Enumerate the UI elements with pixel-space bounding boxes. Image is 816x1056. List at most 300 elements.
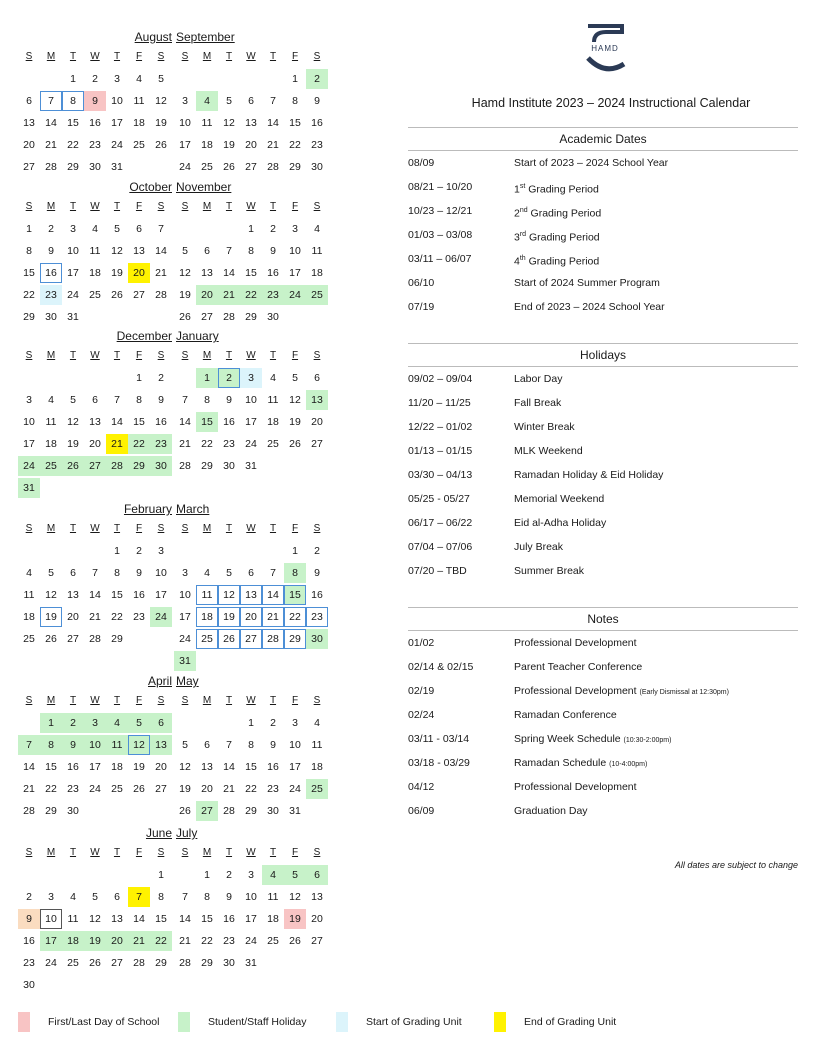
empty-day: [18, 541, 40, 561]
weekday-header: S: [157, 201, 165, 212]
month-title: February: [123, 502, 172, 516]
weekday-header: T: [113, 350, 121, 361]
calendar-day: 10: [40, 909, 62, 929]
month-grid: [18, 842, 172, 996]
weekday-header: F: [291, 847, 299, 858]
calendar-day: 22: [111, 611, 123, 623]
calendar-day: 29: [201, 957, 213, 969]
empty-day: [84, 541, 106, 561]
event-description: Fall Break: [514, 397, 562, 409]
empty-day: [262, 69, 284, 89]
calendar-day: 31: [18, 478, 40, 498]
calendar-day: 12: [111, 245, 123, 257]
empty-day: [84, 368, 106, 388]
calendar-day: 9: [314, 567, 320, 579]
weekday-header: T: [225, 51, 233, 62]
calendar-day: 9: [226, 394, 232, 406]
legend-item: [336, 1012, 462, 1032]
empty-day: [196, 541, 218, 561]
calendar-day: 19: [289, 416, 301, 428]
calendar-day: 29: [23, 311, 35, 323]
calendar-day: 18: [62, 931, 84, 951]
weekday-header: S: [25, 201, 33, 212]
calendar-day: 1: [158, 869, 164, 881]
calendar-day: 19: [111, 267, 123, 279]
calendar-day: 3: [70, 223, 76, 235]
calendar-day: 18: [201, 139, 213, 151]
calendar-day: 22: [201, 438, 213, 450]
calendar-day: 5: [226, 95, 232, 107]
calendar-day: 24: [89, 783, 101, 795]
date-range: 03/30 – 04/13: [408, 469, 473, 481]
calendar-day: 10: [289, 739, 301, 751]
weekday-header: F: [291, 695, 299, 706]
academic-row: [408, 175, 798, 199]
calendar-day: 25: [267, 935, 279, 947]
calendar-day: 17: [67, 267, 79, 279]
date-range: 07/20 – TBD: [408, 565, 467, 577]
calendar-day: 12: [289, 891, 301, 903]
calendar-day: 5: [182, 245, 188, 257]
calendar-day: 23: [150, 434, 172, 454]
calendar-day: 24: [179, 633, 191, 645]
calendar-day: 15: [133, 416, 145, 428]
weekday-header: F: [135, 350, 143, 361]
notes-row: [408, 727, 798, 751]
date-range: 03/11 - 03/14: [408, 733, 470, 745]
calendar-day: 10: [245, 394, 257, 406]
weekday-header: W: [90, 350, 100, 361]
month-title: September: [176, 30, 235, 44]
calendar-day: 8: [204, 394, 210, 406]
calendar-day: 2: [270, 223, 276, 235]
calendar-day: 30: [45, 311, 57, 323]
calendar-day: 25: [89, 289, 101, 301]
calendar-day: 30: [311, 161, 323, 173]
ordinal-suffix: th: [519, 255, 526, 262]
calendar-day: 21: [155, 267, 167, 279]
calendar-day: 10: [289, 245, 301, 257]
calendar-day: 1: [204, 869, 210, 881]
calendar-day: 26: [133, 783, 145, 795]
calendar-day: 15: [196, 412, 218, 432]
empty-day: [240, 69, 262, 89]
notes-section: [408, 607, 798, 823]
calendar-day: 4: [196, 91, 218, 111]
calendar-day: 27: [311, 438, 323, 450]
date-range: 09/02 – 09/04: [408, 373, 473, 385]
month-title: November: [176, 180, 232, 194]
calendar-day: 21: [179, 935, 191, 947]
calendar-day: 28: [223, 805, 235, 817]
calendar-day: 27: [155, 783, 167, 795]
calendar-day: 21: [218, 285, 240, 305]
calendar-day: 22: [240, 285, 262, 305]
date-range: 07/19: [408, 301, 435, 313]
month-grid: [174, 518, 328, 672]
month-title: May: [176, 674, 199, 688]
notes-row: [408, 775, 798, 799]
event-description: Professional Development: [514, 637, 637, 649]
event-description: Eid al-Adha Holiday: [514, 517, 607, 529]
calendar-day: 5: [48, 567, 54, 579]
calendar-day: 4: [92, 223, 98, 235]
calendar-day: 3: [26, 394, 32, 406]
weekday-header: T: [269, 51, 277, 62]
event-description: 2nd Grading Period: [514, 207, 602, 220]
calendar-day: 22: [128, 434, 150, 454]
calendar-day: 20: [23, 139, 35, 151]
calendar-day: 1: [248, 717, 254, 729]
calendar-day: 18: [23, 611, 35, 623]
calendar-day: 22: [23, 289, 35, 301]
event-description: Ramadan Conference: [514, 709, 617, 721]
calendar-day: 10: [23, 416, 35, 428]
calendar-day: 5: [92, 891, 98, 903]
empty-day: [18, 865, 40, 885]
weekday-header: W: [246, 523, 256, 534]
calendar-day: 7: [92, 567, 98, 579]
weekday-header: W: [246, 847, 256, 858]
empty-day: [40, 69, 62, 89]
calendar-day: 23: [267, 783, 279, 795]
legend-swatch: [178, 1012, 190, 1032]
weekday-header: M: [202, 847, 212, 858]
calendar-day: 22: [245, 783, 257, 795]
holidays-list: [408, 367, 798, 583]
calendar-day: 14: [223, 267, 235, 279]
calendar-day: 8: [158, 891, 164, 903]
calendar-day: 11: [267, 891, 279, 903]
empty-day: [218, 69, 240, 89]
date-range: 08/21 – 10/20: [408, 181, 473, 193]
date-range: 12/22 – 01/02: [408, 421, 473, 433]
calendar-day: 20: [311, 913, 323, 925]
weekday-header: S: [181, 201, 189, 212]
calendar-day: 6: [248, 567, 254, 579]
calendar-day: 27: [23, 161, 35, 173]
calendar-day: 3: [240, 368, 262, 388]
calendar-day: 28: [262, 629, 284, 649]
calendar-day: 4: [314, 717, 320, 729]
empty-day: [62, 368, 84, 388]
calendar-day: 2: [26, 891, 32, 903]
weekday-header: T: [113, 201, 121, 212]
calendar-day: 2: [226, 869, 232, 881]
calendar-day: 11: [89, 245, 101, 257]
weekday-header: F: [291, 201, 299, 212]
date-range: 02/24: [408, 709, 435, 721]
svg-text:HAMD: HAMD: [591, 44, 619, 53]
weekday-header: T: [69, 847, 77, 858]
calendar-day: 9: [48, 245, 54, 257]
calendar-day: 6: [26, 95, 32, 107]
weekday-header: T: [113, 51, 121, 62]
event-description: July Break: [514, 541, 564, 553]
event-note: (10-4:00pm): [609, 761, 648, 768]
calendar-day: 7: [158, 223, 164, 235]
calendar-day: 25: [67, 957, 79, 969]
weekday-header: M: [202, 523, 212, 534]
date-range: 07/04 – 07/06: [408, 541, 473, 553]
calendar-day: 9: [270, 245, 276, 257]
weekday-header: M: [202, 201, 212, 212]
calendar-day: 7: [18, 735, 40, 755]
calendar-day: 20: [67, 611, 79, 623]
calendar-day: 19: [133, 761, 145, 773]
calendar-day: 23: [23, 957, 35, 969]
calendar-day: 8: [26, 245, 32, 257]
calendar-day: 25: [111, 783, 123, 795]
empty-day: [174, 713, 196, 733]
calendar-day: 2: [218, 368, 240, 388]
calendar-day: 19: [155, 117, 167, 129]
calendar-day: 13: [201, 761, 213, 773]
legend-label: End of Grading Unit: [524, 1016, 617, 1028]
calendar-day: 2: [306, 69, 328, 89]
month-grid: [174, 46, 328, 178]
calendar-day: 24: [45, 957, 57, 969]
calendar-day: 2: [314, 545, 320, 557]
weekday-header: T: [269, 695, 277, 706]
calendar-day: 25: [306, 285, 328, 305]
academic-dates-list: [408, 151, 798, 319]
calendar-day: 7: [226, 245, 232, 257]
calendar-day: 20: [245, 139, 257, 151]
weekday-header: S: [25, 695, 33, 706]
calendar-day: 20: [196, 285, 218, 305]
calendar-day: 29: [45, 805, 57, 817]
ordinal-suffix: st: [519, 183, 526, 190]
calendar-day: 14: [89, 589, 101, 601]
weekday-header: M: [46, 695, 56, 706]
calendar-day: 4: [204, 567, 210, 579]
academic-dates-heading: Academic Dates: [408, 127, 798, 151]
calendar-day: 10: [67, 245, 79, 257]
calendar-day: 28: [179, 460, 191, 472]
event-description: 1st Grading Period: [514, 183, 599, 196]
calendar-day: 7: [182, 891, 188, 903]
weekday-header: F: [135, 695, 143, 706]
calendar-day: 8: [204, 891, 210, 903]
calendar-day: 23: [40, 285, 62, 305]
weekday-header: S: [313, 51, 321, 62]
calendar-day: 28: [89, 633, 101, 645]
event-description: Labor Day: [514, 373, 563, 385]
empty-day: [40, 865, 62, 885]
calendar-day: 17: [111, 117, 123, 129]
month-title: April: [147, 674, 172, 688]
calendar-day: 29: [67, 161, 79, 173]
calendar-day: 2: [48, 223, 54, 235]
calendar-day: 18: [111, 761, 123, 773]
event-description: Summer Break: [514, 565, 585, 577]
calendar-day: 3: [114, 73, 120, 85]
calendar-day: 7: [128, 887, 150, 907]
notes-row: [408, 631, 798, 655]
calendar-day: 13: [245, 117, 257, 129]
weekday-header: W: [246, 201, 256, 212]
weekday-header: T: [225, 523, 233, 534]
calendar-day: 2: [136, 545, 142, 557]
calendar-day: 3: [292, 717, 298, 729]
calendar-day: 9: [226, 891, 232, 903]
calendar-day: 14: [179, 416, 191, 428]
calendar-day: 1: [70, 73, 76, 85]
calendar-day: 1: [136, 372, 142, 384]
calendar-day: 27: [240, 629, 262, 649]
calendar-day: 30: [67, 805, 79, 817]
empty-day: [174, 541, 196, 561]
calendar-day: 25: [133, 139, 145, 151]
calendar-day: 15: [245, 761, 257, 773]
notes-row: [408, 655, 798, 679]
calendar-day: 14: [267, 117, 279, 129]
calendar-day: 24: [18, 456, 40, 476]
calendar-day: 29: [111, 633, 123, 645]
calendar-day: 13: [306, 390, 328, 410]
calendar-day: 6: [204, 739, 210, 751]
calendar-day: 25: [196, 629, 218, 649]
holidays-row: [408, 367, 798, 391]
calendar-day: 8: [136, 394, 142, 406]
calendar-day: 4: [26, 567, 32, 579]
month-grid: [174, 196, 328, 328]
calendar-day: 17: [23, 438, 35, 450]
event-description: Professional Development: [514, 781, 637, 793]
holidays-row: [408, 511, 798, 535]
calendar-day: 6: [70, 567, 76, 579]
calendar-day: 6: [314, 372, 320, 384]
calendar-day: 10: [111, 95, 123, 107]
calendar-day: 13: [150, 735, 172, 755]
calendar-day: 11: [45, 416, 57, 428]
calendar-day: 16: [133, 589, 145, 601]
weekday-header: T: [269, 201, 277, 212]
calendar-day: 4: [262, 865, 284, 885]
calendar-day: 18: [89, 267, 101, 279]
calendar-day: 22: [67, 139, 79, 151]
empty-day: [106, 865, 128, 885]
weekday-header: W: [246, 350, 256, 361]
date-range: 04/12: [408, 781, 435, 793]
notes-heading: Notes: [408, 607, 798, 631]
calendar-day: 6: [136, 223, 142, 235]
weekday-header: M: [46, 51, 56, 62]
calendar-day: 15: [284, 585, 306, 605]
weekday-header: S: [25, 51, 33, 62]
calendar-day: 19: [179, 783, 191, 795]
calendar-day: 5: [182, 739, 188, 751]
calendar-day: 12: [67, 416, 79, 428]
calendar-day: 7: [270, 567, 276, 579]
empty-day: [218, 541, 240, 561]
calendar-day: 26: [218, 629, 240, 649]
date-range: 06/09: [408, 805, 435, 817]
disclaimer-text: All dates are subject to change: [674, 860, 798, 870]
calendar-day: 16: [267, 267, 279, 279]
calendar-day: 15: [201, 913, 213, 925]
month-grid: [18, 46, 172, 178]
event-description: Graduation Day: [514, 805, 588, 817]
empty-day: [174, 368, 196, 388]
calendar-day: 7: [270, 95, 276, 107]
event-description: Winter Break: [514, 421, 575, 433]
academic-row: [408, 199, 798, 223]
calendar-day: 30: [150, 456, 172, 476]
calendar-day: 3: [292, 223, 298, 235]
weekday-header: S: [313, 523, 321, 534]
calendar-day: 23: [223, 438, 235, 450]
calendar-day: 1: [196, 368, 218, 388]
weekday-header: S: [313, 847, 321, 858]
calendar-day: 13: [89, 416, 101, 428]
calendar-day: 10: [155, 567, 167, 579]
calendar-day: 15: [111, 589, 123, 601]
calendar-day: 16: [311, 589, 323, 601]
calendar-day: 17: [245, 416, 257, 428]
legend-label: Student/Staff Holiday: [208, 1016, 307, 1028]
month-grid: [18, 345, 172, 499]
ordinal-suffix: nd: [519, 207, 528, 214]
weekday-header: S: [313, 350, 321, 361]
calendar-day: 12: [128, 735, 150, 755]
notes-row: [408, 679, 798, 703]
calendar-day: 29: [289, 161, 301, 173]
calendar-day: 30: [267, 805, 279, 817]
calendar-day: 27: [201, 311, 213, 323]
calendar-day: 13: [240, 585, 262, 605]
calendar-day: 12: [89, 913, 101, 925]
date-range: 11/20 – 11/25: [408, 397, 471, 409]
date-range: 01/13 – 01/15: [408, 445, 473, 457]
academic-row: [408, 151, 798, 175]
calendar-day: 5: [226, 567, 232, 579]
calendar-day: 12: [289, 394, 301, 406]
calendar-day: 21: [223, 783, 235, 795]
calendar-day: 4: [48, 394, 54, 406]
date-range: 02/19: [408, 685, 435, 697]
holidays-row: [408, 439, 798, 463]
calendar-day: 20: [201, 783, 213, 795]
calendar-day: 28: [45, 161, 57, 173]
calendar-day: 13: [133, 245, 145, 257]
calendar-day: 14: [223, 761, 235, 773]
calendar-day: 6: [92, 394, 98, 406]
empty-day: [128, 865, 150, 885]
calendar-day: 10: [179, 117, 191, 129]
academic-row: [408, 271, 798, 295]
month-grid: [18, 690, 172, 822]
calendar-day: 21: [262, 607, 284, 627]
notes-row: [408, 799, 798, 823]
month-title: July: [176, 826, 198, 840]
weekday-header: M: [46, 847, 56, 858]
calendar-day: 18: [45, 438, 57, 450]
weekday-header: W: [246, 51, 256, 62]
empty-day: [218, 713, 240, 733]
calendar-day: 26: [89, 957, 101, 969]
empty-day: [196, 69, 218, 89]
calendar-day: 17: [289, 761, 301, 773]
month-grid: [174, 345, 328, 477]
calendar-day: 18: [311, 267, 323, 279]
weekday-header: S: [157, 847, 165, 858]
calendar-day: 14: [179, 913, 191, 925]
calendar-day: 15: [45, 761, 57, 773]
calendar-day: 5: [284, 865, 306, 885]
calendar-day: 16: [67, 761, 79, 773]
